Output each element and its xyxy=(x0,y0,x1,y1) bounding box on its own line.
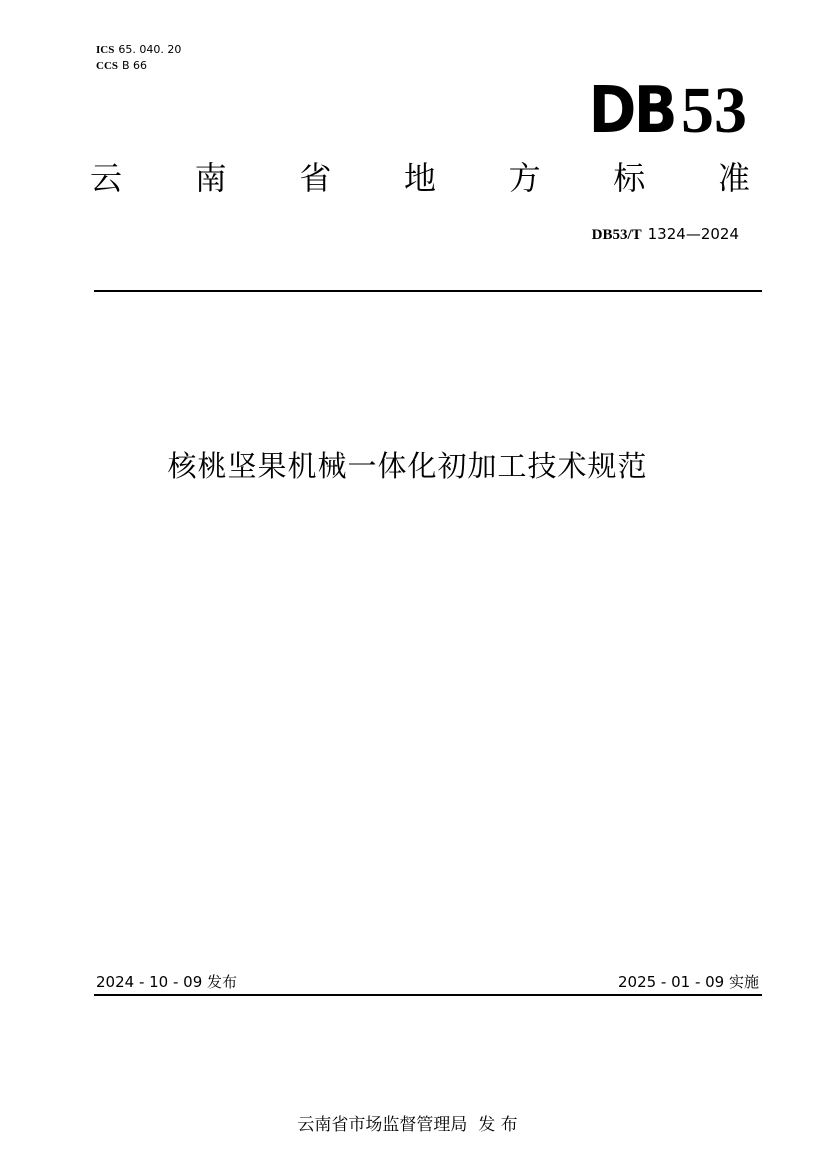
standard-type-char: 地 xyxy=(403,159,436,197)
document-title: 核桃坚果机械一体化初加工技术规范 xyxy=(167,449,648,483)
standard-type-char: 南 xyxy=(194,159,227,197)
logo-number: 53 xyxy=(681,74,747,147)
db53-logo xyxy=(579,74,747,148)
logo-letters: DB xyxy=(588,74,675,148)
ics-line xyxy=(96,42,181,58)
standard-type-heading xyxy=(90,156,750,200)
standard-type-char: 准 xyxy=(717,159,750,197)
top-divider xyxy=(94,290,762,292)
standard-number-prefix: DB53/T xyxy=(591,227,642,243)
publish-date: 2024 - 10 - 09 发布 xyxy=(96,973,238,991)
ics-label: ICS xyxy=(96,44,115,56)
ccs-line xyxy=(96,58,181,74)
ccs-value: B 66 xyxy=(122,59,148,72)
standard-number xyxy=(592,224,739,245)
classification-codes xyxy=(96,42,181,74)
ccs-label: CCS xyxy=(96,60,119,72)
standard-number-code: 1324—2024 xyxy=(647,225,739,243)
bottom-divider xyxy=(94,994,762,996)
standard-type-char: 方 xyxy=(508,159,541,197)
implement-date: 2025 - 01 - 09 实施 xyxy=(617,973,759,991)
standard-type-char: 标 xyxy=(613,159,646,197)
standard-type-char: 省 xyxy=(299,159,332,197)
ics-value: 65. 040. 20 xyxy=(118,43,182,56)
standard-type-char: 云 xyxy=(90,159,123,197)
publisher: 云南省市场监督管理局 发 布 xyxy=(297,1115,518,1135)
